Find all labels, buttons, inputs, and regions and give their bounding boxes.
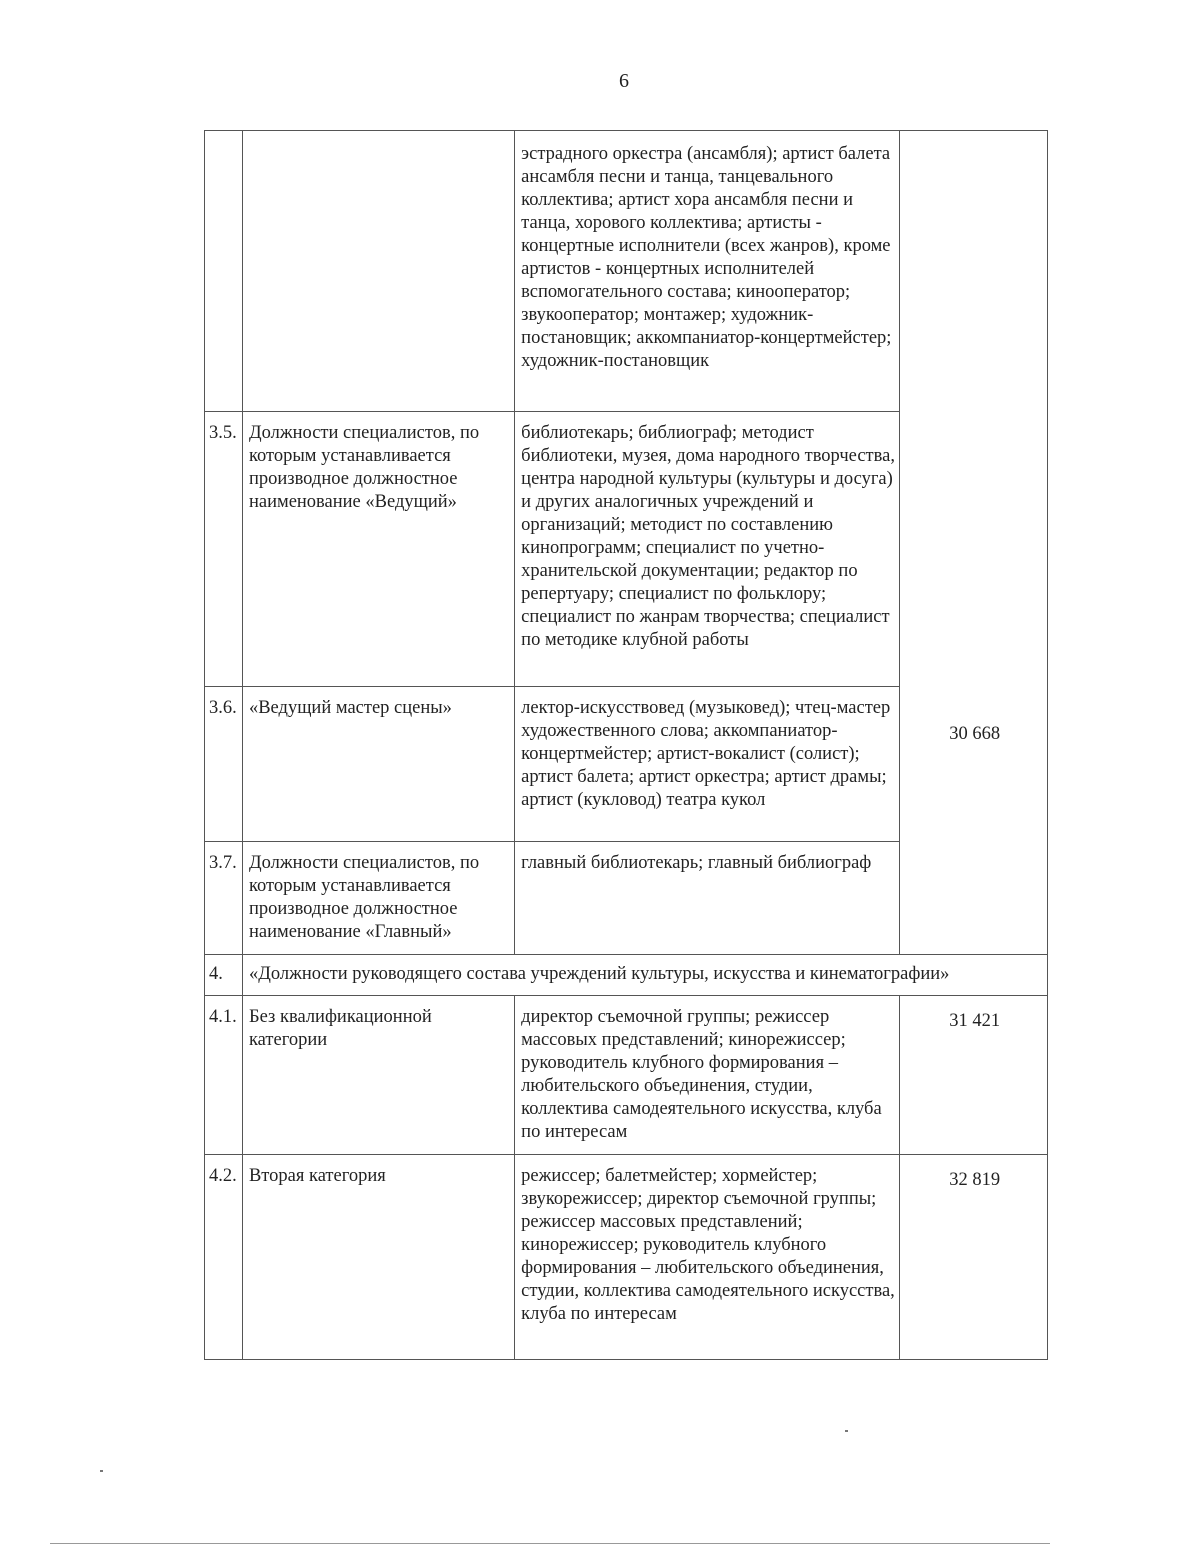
positions-list-cell: режиссер; балетмейстер; хормейстер; звукорежиссер; директор съемочной группы; режиссер массовых представлений; кинорежиссер; руководитель клубного формирования – любительского объединения, студии, коллектива самодеятельного искусства, клуба по интересам [515,1155,900,1360]
row-number-cell [205,131,243,412]
row-number-cell: 4. [205,955,243,996]
table-row [205,131,1048,412]
row-number-cell: 4.2. [205,1155,243,1360]
position-group-cell: Без квалификационной категории [242,996,514,1155]
row-number-cell: 4.1. [205,996,243,1155]
position-group-cell: Должности специалистов, по которым устанавливается производное должностное наименование «Главный» [242,842,514,955]
positions-list-cell: лектор-искусствовед (музыковед); чтец-мастер художественного слова; аккомпаниатор-концертмейстер; артист-вокалист (солист); артист балета; артист оркестра; артист драмы; артист (кукловод) театра кукол [515,687,900,842]
position-group-cell: «Ведущий мастер сцены» [242,687,514,842]
row-number-cell: 3.6. [205,687,243,842]
page-number-text: 6 [619,70,629,92]
table-row [205,955,1048,996]
position-group-cell: Должности специалистов, по которым устанавливается производное должностное наименование «Ведущий» [242,412,514,687]
position-group-cell: Вторая категория [242,1155,514,1360]
position-group-cell [242,131,514,412]
page-number [0,70,1200,93]
row-number-cell: 3.5. [205,412,243,687]
positions-list-cell: эстрадного оркестра (ансамбля); артист балета ансамбля песни и танца, танцевального коллектива; артист хора ансамбля песни и танца, хорового коллектива; артисты - концертные исполнители (всех жанров), кроме артистов - концертных исполнителей вспомогательного состава; кинооператор; звукооператор; монтажер; художник-постановщик; аккомпаниатор-концертмейстер; художник-постановщик [515,131,900,412]
salary-value: 30 668 [949,724,1001,744]
salary-cell: 31 421 [900,996,1048,1155]
salary-cell [900,131,1048,955]
positions-table [204,130,1048,1360]
positions-list-cell: главный библиотекарь; главный библиограф [515,842,900,955]
row-number-cell: 3.7. [205,842,243,955]
scan-speck [845,1430,848,1432]
scan-speck [100,1470,103,1472]
positions-list-cell: директор съемочной группы; режиссер массовых представлений; кинорежиссер; руководитель клубного формирования – любительского объединения, студии, коллектива самодеятельного искусства, клуба по интересам [515,996,900,1155]
section-heading-cell [242,955,1047,996]
salary-cell: 32 819 [900,1155,1048,1360]
table-row [205,1155,1048,1360]
section-heading: «Должности руководящего состава учреждений культуры, искусства и кинематографии» [248,964,950,984]
table-row [205,996,1048,1155]
positions-list-cell: библиотекарь; библиограф; методист библиотеки, музея, дома народного творчества, центра народной культуры (культуры и досуга) и других аналогичных учреждений и организаций; методист по составлению кинопрограмм; специалист по учетно-хранительской документации; редактор по репертуару; специалист по фольклору; специалист по жанрам творчества; специалист по методике клубной работы [515,412,900,687]
scan-edge-line [50,1543,1050,1544]
